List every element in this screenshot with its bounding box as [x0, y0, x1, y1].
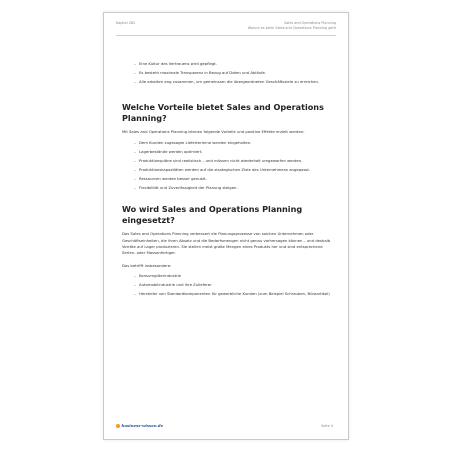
list-item: – Automobilindustrie und ihre Zulieferer	[134, 282, 334, 288]
document-page	[103, 12, 349, 440]
intro-bullet-list	[122, 61, 334, 85]
chapter-label: Kapitel 2B2	[116, 21, 136, 25]
list-item: – Ressourcen werden besser genutzt.	[134, 176, 334, 182]
usage-intro: Das betrifft insbesondere:	[122, 262, 172, 268]
footer-logo	[116, 423, 163, 428]
list-item: – Flexibilität und Zuverlässigkeit der Planung steigen.	[134, 185, 334, 191]
list-item: – Produktionspläne sind realistisch – und müssen nicht wiederholt umgeworfen werden.	[134, 158, 334, 164]
page-body	[122, 61, 334, 300]
logo-dot-icon	[116, 424, 120, 428]
list-item: – Hersteller von Standardkomponenten für gewerbliche Kunden (zum Beispiel Schrauben, Büroartikel)	[134, 291, 334, 297]
usage-paragraph: Das Sales and Operations Planning verbessert die Planungsprozesse von solchen Unternehmen oder Geschäftseinheiten, die ihren Absatz und die Bedarfsmengen nicht genau vorhersagen können – und deshalb Vorräte auf Lager produzieren. Sie stellen meist große Mengen eines Produkts her und sind entsprechend Serien- oder Massenfertiger.	[122, 231, 331, 256]
section-heading-benefits: Welche Vorteile bietet Sales and Operations Planning?	[122, 102, 324, 123]
logo-text: business-wissen.de	[121, 423, 164, 428]
header-subtitle: Warum es beim Sales and Operations Planning geht	[247, 25, 336, 30]
list-item: – Eine Kultur des Vertrauens wird gepflegt.	[134, 61, 334, 67]
list-item: – Konsumgüterindustrie	[134, 273, 334, 279]
usage-list	[122, 273, 334, 297]
page-header	[116, 21, 336, 36]
page-number: Seite 4	[321, 424, 333, 428]
list-item: – Produktionskapazitäten werden auf die strategischen Ziele des Unternehmens angepasst.	[134, 167, 334, 173]
header-title: Sales and Operations Planning	[284, 21, 336, 25]
list-item: – Es besteht maximale Transparenz in Bezug auf Daten und Abläufe.	[134, 70, 334, 76]
benefits-list	[122, 140, 334, 191]
benefits-intro: Mit Sales and Operations Planning können folgende Vorteile und positive Effekte erzielt werden:	[122, 129, 305, 135]
list-item: – Dem Kunden zugesagte Liefertermine werden eingehalten.	[134, 140, 334, 146]
section-heading-usage: Wo wird Sales and Operations Planning eingesetzt?	[122, 204, 303, 225]
list-item: – Lagerbestände werden optimiert.	[134, 149, 334, 155]
list-item: – Alle arbeiten eng zusammen, um gemeinsam die übergeordneten Geschäftsziele zu erreichen.	[134, 79, 334, 85]
